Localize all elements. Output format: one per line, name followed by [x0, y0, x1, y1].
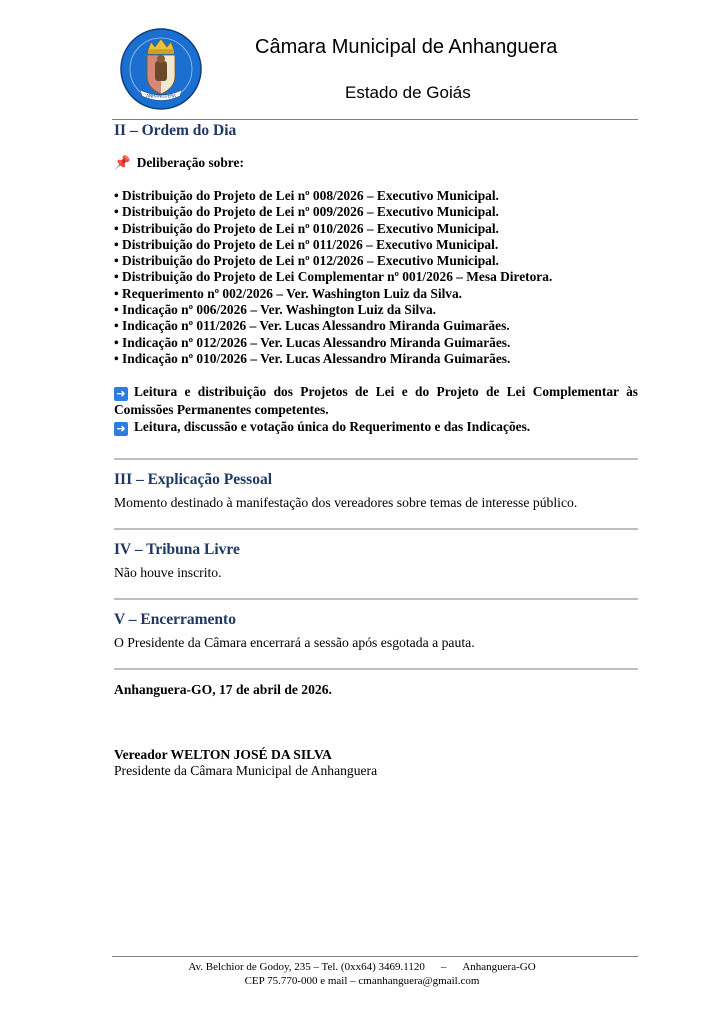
section-divider — [114, 528, 638, 530]
state-name: Estado de Goiás — [345, 83, 471, 102]
right-arrow-icon: ➜ — [114, 422, 128, 436]
list-item: • Requerimento nº 002/2026 – Ver. Washington Luiz da Silva. — [114, 285, 463, 301]
list-item: • Indicação nº 012/2026 – Ver. Lucas Alessandro Miranda Guimarães. — [114, 334, 511, 350]
section-title-ordem-do-dia: II – Ordem do Dia — [114, 122, 237, 139]
section-divider — [114, 598, 638, 600]
footer-separator: – — [440, 961, 447, 973]
section-title-explicacao-pessoal: III – Explicação Pessoal — [114, 471, 273, 489]
document-body — [114, 122, 638, 779]
footer-divider — [112, 956, 638, 957]
footer-address: Av. Belchior de Godoy, 235 – Tel. (0xx64) 3469.1120 — [188, 961, 425, 973]
section-title-tribuna-livre: IV – Tribuna Livre — [114, 541, 240, 559]
section-divider — [114, 668, 638, 670]
encerramento-text: O Presidente da Câmara encerrará a sessão após esgotada a pauta. — [114, 635, 475, 651]
action-distribution: ➜ Leitura e distribuição dos Projetos de Lei e do Projeto de Lei Complementar às Comissões Permanentes competentes. — [114, 384, 638, 418]
page-header — [0, 0, 724, 120]
tribuna-text: Não houve inscrito. — [114, 565, 222, 581]
signer-name: Vereador WELTON JOSÉ DA SILVA — [114, 747, 332, 763]
list-item: • Distribuição do Projeto de Lei nº 011/2026 – Executivo Municipal. — [114, 236, 499, 252]
list-item: • Distribuição do Projeto de Lei nº 012/2026 – Executivo Municipal. — [114, 253, 499, 269]
footer-contact: CEP 75.770-000 e mail – cmanhanguera@gmail.com — [244, 975, 480, 987]
section-divider — [114, 458, 638, 460]
action-voting: ➜ Leitura, discussão e votação única do Requerimento e das Indicações. — [114, 418, 638, 436]
footer-address-line — [188, 960, 535, 974]
list-item: • Distribuição do Projeto de Lei Complementar nº 001/2026 – Mesa Diretora. — [114, 269, 553, 285]
list-item: • Indicação nº 006/2026 – Ver. Washington Luiz da Silva. — [114, 302, 437, 318]
list-item: • Indicação nº 010/2026 – Ver. Lucas Alessandro Miranda Guimarães. — [114, 350, 511, 366]
place-date: Anhanguera-GO, 17 de abril de 2026. — [114, 682, 332, 698]
pushpin-icon: 📌 — [114, 155, 131, 170]
deliberation-heading — [114, 155, 638, 171]
list-item: • Indicação nº 011/2026 – Ver. Lucas Alessandro Miranda Guimarães. — [114, 318, 510, 334]
org-name: Câmara Municipal de Anhanguera — [255, 36, 558, 58]
list-item: • Distribuição do Projeto de Lei nº 009/2026 – Executivo Municipal. — [114, 204, 499, 220]
signer-role: Presidente da Câmara Municipal de Anhanguera — [114, 763, 378, 779]
list-item: • Distribuição do Projeto de Lei nº 010/2026 – Executivo Municipal. — [114, 220, 499, 236]
list-item: • Distribuição do Projeto de Lei nº 008/2026 – Executivo Municipal. — [114, 188, 499, 203]
explicacao-text: Momento destinado à manifestação dos vereadores sobre temas de interesse público. — [114, 495, 578, 511]
header-divider — [112, 119, 638, 120]
svg-text:ANHANGUERA: ANHANGUERA — [146, 93, 176, 99]
municipal-seal-logo — [120, 28, 202, 110]
deliberation-label: Deliberação sobre: — [136, 155, 244, 170]
agenda-items-list — [114, 188, 638, 367]
footer-city: Anhanguera-GO — [462, 961, 536, 973]
page-footer — [0, 960, 724, 988]
right-arrow-icon: ➜ — [114, 387, 128, 401]
section-title-encerramento: V – Encerramento — [114, 611, 236, 629]
